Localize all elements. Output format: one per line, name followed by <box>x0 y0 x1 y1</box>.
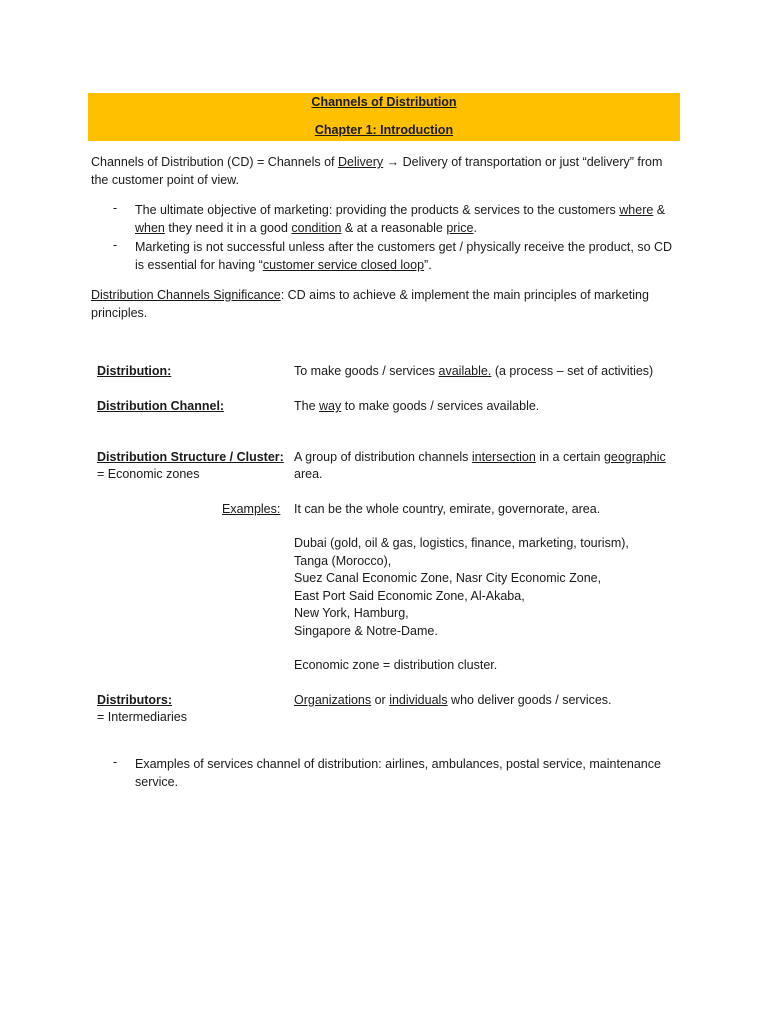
examples-label: Examples: <box>222 502 281 516</box>
term-distribution-structure: Distribution Structure / Cluster: = Economic zones <box>97 450 284 481</box>
intro-paragraph: Channels of Distribution (CD) = Channels of Delivery → Delivery of transportation or just “delivery” from the customer point of view. <box>91 155 663 187</box>
bullet-services-examples: Examples of services channel of distribution: airlines, ambulances, postal service, maintenance service. <box>135 757 661 789</box>
bullet-dash: - <box>113 755 118 769</box>
term-distribution: Distribution: <box>97 364 172 378</box>
list-item: Singapore & Notre-Dame. <box>294 623 438 638</box>
list-item: New York, Hamburg, <box>294 606 409 621</box>
delivery-term: Delivery <box>338 155 384 169</box>
economic-zone-note: Economic zone = distribution cluster. <box>294 658 498 672</box>
significance-label: Distribution Channels Significance <box>91 288 281 302</box>
def-distribution-structure: A group of distribution channels intersection in a certain geographic area. <box>294 450 666 481</box>
significance-paragraph: Distribution Channels Significance: CD aims to achieve & implement the main principles of marketing principles. <box>91 288 649 320</box>
arrow-icon: → <box>383 155 403 169</box>
examples-list <box>294 535 674 641</box>
bullet-objective: The ultimate objective of marketing: providing the products & services to the customers where & when they need it in a good condition & at a reasonable price. <box>135 203 666 235</box>
list-item: Suez Canal Economic Zone, Nasr City Economic Zone, <box>294 571 602 586</box>
term-distributors: Distributors: = Intermediaries <box>97 693 187 724</box>
list-item: East Port Said Economic Zone, Al-Akaba, <box>294 588 525 603</box>
def-distributors: Organizations or individuals who deliver goods / services. <box>294 693 612 707</box>
title-banner <box>88 93 680 141</box>
bullet-success: Marketing is not successful unless after the customers get / physically receive the product, so CD is essential for having “customer service closed loop”. <box>135 240 673 272</box>
term-distributors-sub: = Intermediaries <box>97 710 187 724</box>
document-title: Channels of Distribution <box>311 95 457 109</box>
list-item: Dubai (gold, oil & gas, logistics, finance, marketing, tourism), <box>294 536 629 550</box>
chapter-heading: Chapter 1: Introduction <box>314 123 454 137</box>
list-item: Tanga (Morocco), <box>294 553 392 568</box>
term-distribution-channel: Distribution Channel: <box>97 399 225 413</box>
examples-intro: It can be the whole country, emirate, governorate, area. <box>294 502 601 516</box>
bullet-dash: - <box>113 201 118 215</box>
bullet-dash: - <box>113 238 118 252</box>
term-structure-sub: = Economic zones <box>97 467 200 481</box>
def-distribution-channel: The way to make goods / services available. <box>294 399 540 413</box>
def-distribution: To make goods / services available. (a process – set of activities) <box>294 364 654 378</box>
